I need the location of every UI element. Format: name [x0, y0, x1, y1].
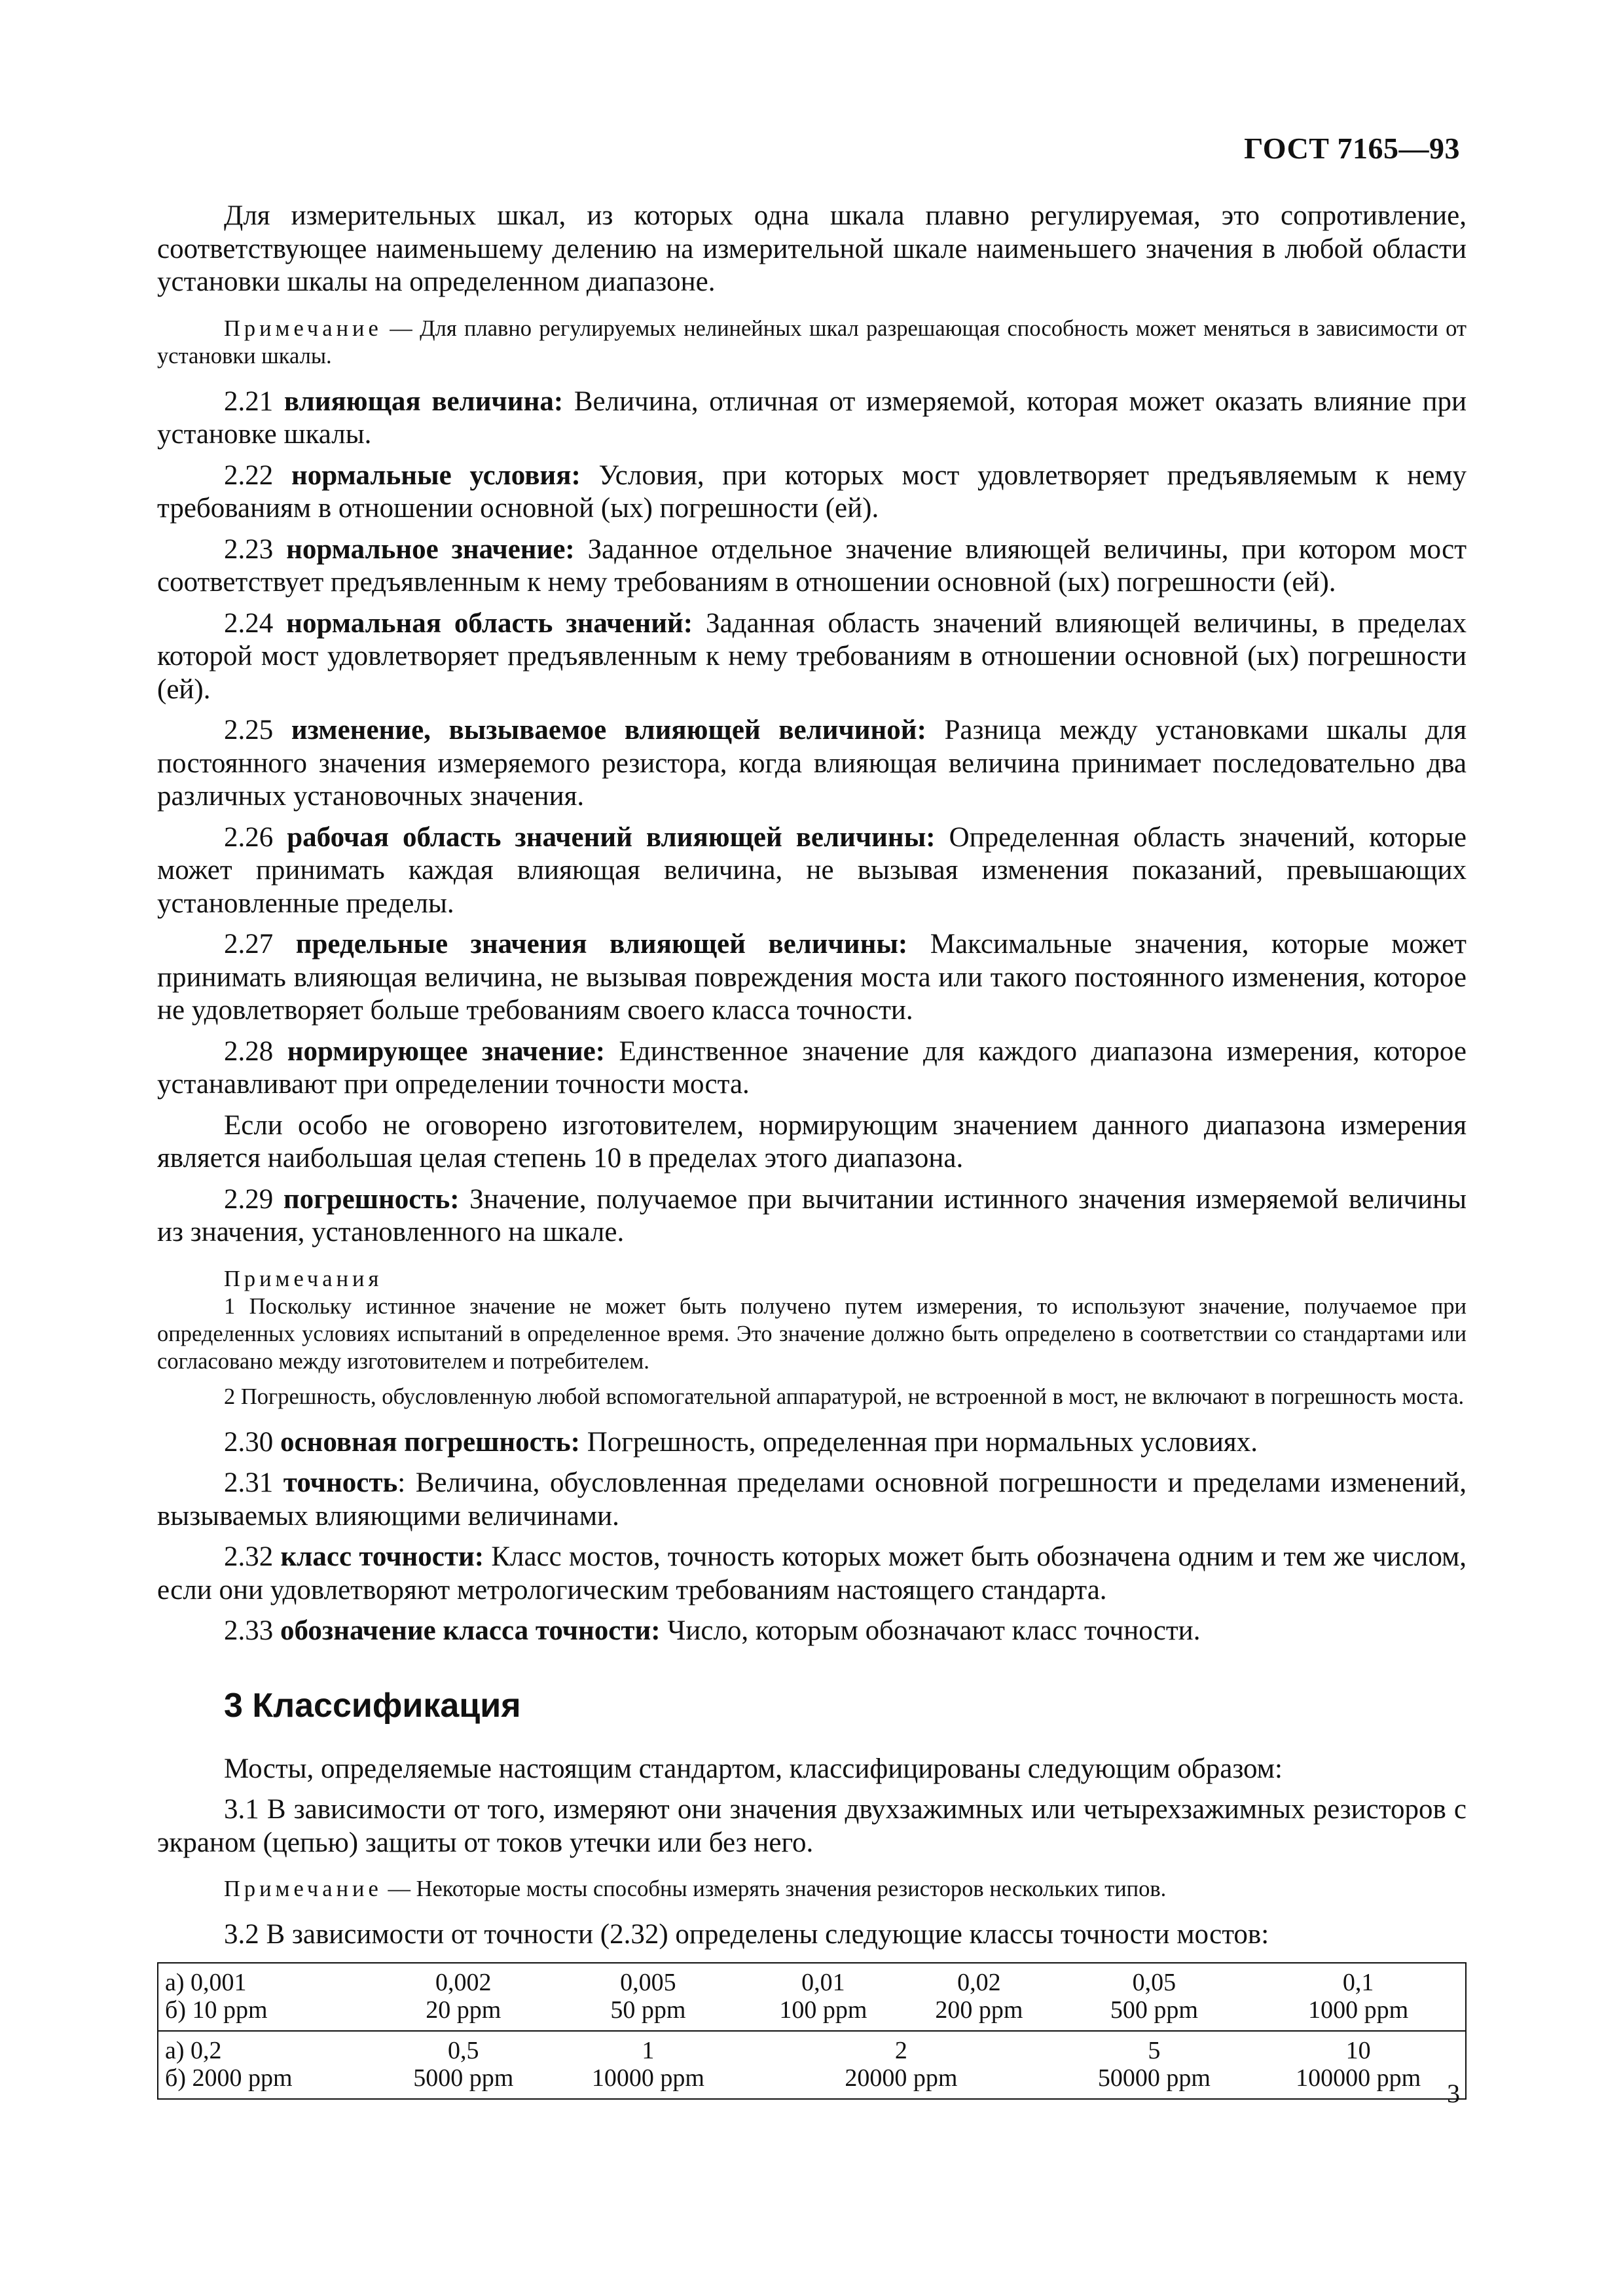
accuracy-class-table [157, 1962, 1467, 2100]
class-ppm: 5000 ppm [413, 2064, 514, 2092]
class-ppm: 500 ppm [1110, 1996, 1198, 2024]
clause-number: 2.27 [224, 929, 274, 960]
definition-2-31 [157, 1467, 1467, 1533]
note-label: Примечание [224, 1876, 382, 1901]
table-cell [745, 1963, 901, 2031]
class-value: 0,05 [1132, 1968, 1176, 1996]
clause-number: 2.31 [224, 1467, 274, 1498]
table-cell [158, 2031, 376, 2099]
notes-label: Примечания [224, 1266, 383, 1291]
definition-text: Число, которым обозначают класс точности. [660, 1615, 1201, 1646]
definition-2-30 [157, 1426, 1467, 1460]
definition-text: Значение, получаемое при вычитании истинного значения измеряемой величины из значения, установленного на шкале. [157, 1183, 1467, 1247]
note-label: Примечание [224, 315, 382, 341]
class-value: 2 [894, 2036, 907, 2064]
definition-2-26 [157, 821, 1467, 921]
table-cell [1057, 2031, 1251, 2099]
definition-2-27 [157, 928, 1467, 1028]
definition-2-33 [157, 1615, 1467, 1648]
definition-2-28-extra: Если особо не оговорено изготовителем, нормирующим значением данного диапазона измерения является наибольшая целая степень 10 в пределах этого диапазона. [157, 1109, 1467, 1174]
table-cell [158, 1963, 376, 2031]
note-item-1: 1 Поскольку истинное значение не может быть получено путем измерения, то используют значение, получаемое при определенных условиях испытаний в определенное время. Это значение должно быть определено в соответствии со стандартами или согласовано между изготовителем и потребителем. [157, 1293, 1467, 1374]
class-value: а) 0,001 [165, 1968, 247, 1996]
definition-2-21 [157, 386, 1467, 452]
definition-text: Условия, при которых мост удовлетворяет предъявляемым к нему требованиям в отношении основной (ых) погрешности (ей). [157, 459, 1467, 524]
note-text: — Для плавно регулируемых нелинейных шкал разрешающая способность может меняться в зависимости от установки шкалы. [157, 315, 1467, 368]
term: нормальная область значений: [286, 607, 693, 639]
table-cell [376, 2031, 551, 2099]
definition-text: Максимальные значения, которые может принимать влияющая величина, не вызывая повреждения моста или такого постоянного изменения, которое не удовлетворяет больше требованиям своего класса точности. [157, 929, 1467, 1026]
class-value: 0,1 [1342, 1968, 1374, 1996]
definition-2-23 [157, 533, 1467, 600]
table-cell [551, 1963, 746, 2031]
intro-paragraph: Для измерительных шкал, из которых одна шкала плавно регулируемая, это сопротивление, соответствующее наименьшему делению на измерительной шкале наименьшего значения в любой области установки шкалы на определенном диапазоне. [157, 200, 1467, 297]
definition-text: Определенная область значений, которые может принимать каждая влияющая величина, не вызывая изменения показаний, превышающих установленные пределы. [157, 821, 1467, 919]
definition-text: Класс мостов, точность которых может быть обозначена одним и тем же числом, если они удовлетворяют метрологическим требованиям настоящего стандарта. [157, 1541, 1467, 1605]
clause-number: 2.30 [224, 1426, 274, 1458]
table-cell [1057, 1963, 1251, 2031]
notes-heading [157, 1265, 1467, 1293]
class-ppm: 10000 ppm [591, 2064, 704, 2092]
clause-number: 2.23 [224, 533, 274, 565]
table-cell [1251, 1963, 1466, 2031]
class-value: 10 [1345, 2036, 1371, 2064]
definition-text: : Величина, обусловленная пределами основной погрешности и пределами изменений, вызываемых влияющими величинами. [157, 1467, 1467, 1532]
note-text: — Некоторые мосты способны измерять значения резисторов нескольких типов. [382, 1876, 1167, 1901]
class-ppm: 50000 ppm [1097, 2064, 1211, 2092]
class-ppm: 20000 ppm [845, 2064, 958, 2092]
table-row [158, 2031, 1466, 2099]
term: нормальное значение: [286, 533, 575, 565]
clause-3-2: 3.2 В зависимости от точности (2.32) определены следующие классы точности мостов: [224, 1919, 1269, 1950]
class-value: 0,01 [801, 1968, 845, 1996]
section-3-title: 3 Классификация [224, 1686, 521, 1725]
term: класс точности: [280, 1541, 484, 1572]
class-ppm: 200 ppm [935, 1996, 1023, 2024]
class-ppm: б) 10 ppm [165, 1996, 268, 2024]
clause-number: 2.28 [224, 1035, 274, 1067]
definition-text: Заданная область значений влияющей величины, в пределах которой мост удовлетворяет предъявленным к нему требованиям в отношении основной (ых) погрешности (ей). [157, 607, 1467, 705]
term: основная погрешность: [280, 1426, 580, 1458]
definition-2-32 [157, 1541, 1467, 1607]
clause-number: 2.22 [224, 459, 274, 491]
definition-text: Заданное отдельное значение влияющей величины, при котором мост соответствует предъявленным к нему требованиям в отношении основной (ых) погрешности (ей). [157, 533, 1467, 598]
note-3-1 [157, 1875, 1467, 1903]
class-value: а) 0,2 [165, 2036, 222, 2064]
clause-number: 2.33 [224, 1615, 274, 1646]
section-3-intro: Мосты, определяемые настоящим стандартом, классифицированы следующим образом: [224, 1753, 1283, 1784]
clause-number: 2.21 [224, 386, 274, 417]
class-ppm: 100 ppm [779, 1996, 867, 2024]
class-ppm: 20 ppm [426, 1996, 501, 2024]
term: влияющая величина: [283, 386, 564, 417]
term: предельные значения влияющей величины: [295, 929, 908, 960]
class-ppm: 1000 ppm [1308, 1996, 1409, 2024]
class-value: 0,005 [620, 1968, 676, 1996]
class-value: 5 [1148, 2036, 1161, 2064]
definition-2-24 [157, 607, 1467, 707]
definition-2-25 [157, 714, 1467, 814]
definition-text: Единственное значение для каждого диапазона измерения, которое устанавливают при определении точности моста. [157, 1035, 1467, 1100]
clause-number: 2.24 [224, 607, 274, 639]
page-number: 3 [1447, 2079, 1460, 2108]
document-code-header: ГОСТ 7165—93 [1244, 132, 1460, 165]
term: нормирующее значение: [287, 1035, 606, 1067]
note-item-2: 2 Погрешность, обусловленную любой вспомогательной аппаратурой, не встроенной в мост, не включают в погрешность моста. [224, 1384, 1465, 1409]
term: точность [283, 1467, 398, 1498]
clause-number: 2.26 [224, 821, 274, 853]
clause-number: 2.29 [224, 1183, 274, 1215]
definition-text: Величина, отличная от измеряемой, которая может оказать влияние при установке шкалы. [157, 386, 1467, 450]
main-text [157, 200, 1467, 2100]
table-row [158, 1963, 1466, 2031]
term: погрешность: [283, 1183, 460, 1215]
definition-2-22 [157, 459, 1467, 526]
definition-text: Погрешность, определенная при нормальных условиях. [579, 1426, 1258, 1458]
class-ppm: 50 ppm [610, 1996, 686, 2024]
table-cell [745, 2031, 1057, 2099]
clause-3-1: 3.1 В зависимости от того, измеряют они значения двухзажимных или четырехзажимных резисторов с экраном (цепью) защиты от токов утечки или без него. [157, 1794, 1467, 1858]
class-value: 0,002 [435, 1968, 492, 1996]
term: нормальные условия: [291, 459, 581, 491]
definition-2-28 [157, 1035, 1467, 1102]
term: изменение, вызываемое влияющей величиной: [291, 715, 926, 745]
class-value: 1 [642, 2036, 655, 2064]
definition-2-29 [157, 1183, 1467, 1249]
clause-number: 2.32 [224, 1541, 274, 1572]
term: обозначение класса точности: [280, 1615, 661, 1646]
clause-number: 2.25 [224, 715, 274, 745]
table-cell [376, 1963, 551, 2031]
term: рабочая область значений влияющей величины: [287, 821, 936, 853]
note-resolution [157, 315, 1467, 370]
class-ppm: б) 2000 ppm [165, 2064, 293, 2092]
class-ppm: 100000 ppm [1296, 2064, 1421, 2092]
table-cell [901, 1963, 1057, 2031]
table-cell [551, 2031, 746, 2099]
class-value: 0,02 [957, 1968, 1001, 1996]
class-value: 0,5 [448, 2036, 479, 2064]
definition-text: Разница между установками шкалы для постоянного значения измеряемого резистора, когда влияющая величина принимает последовательно два различных установочных значения. [157, 715, 1467, 812]
